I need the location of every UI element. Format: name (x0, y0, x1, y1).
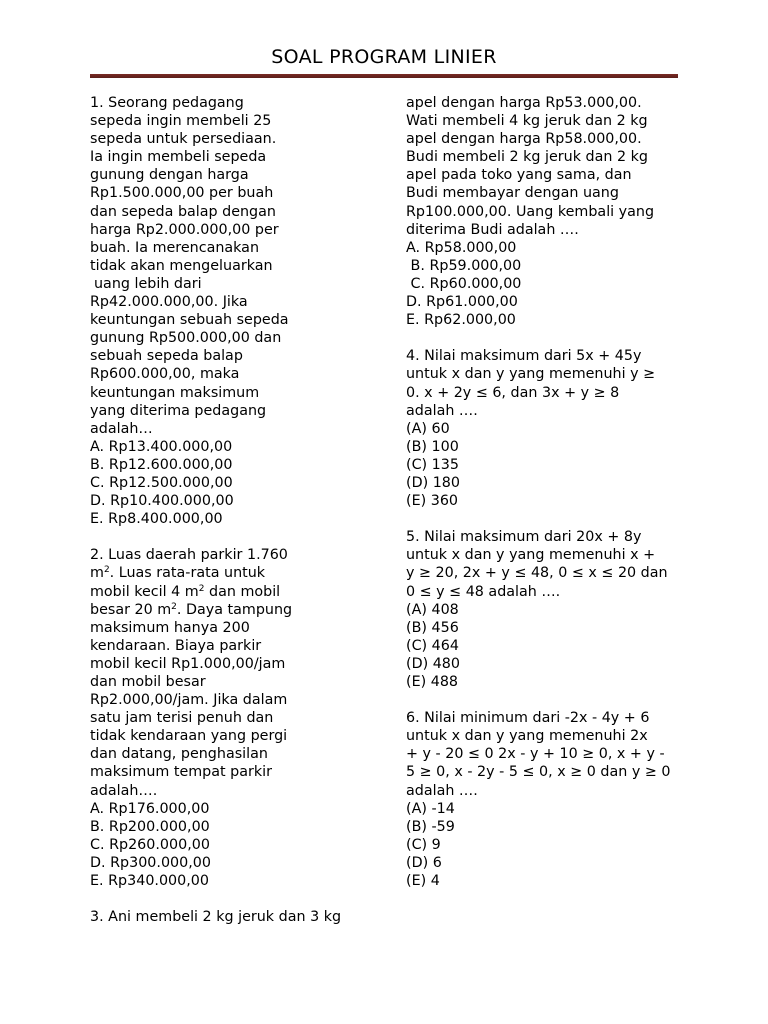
question-6 (406, 709, 678, 890)
question-text-line: apel dengan harga Rp53.000,00. (406, 95, 642, 111)
question-text: . Daya tampung (176, 601, 293, 618)
question-5 (406, 528, 678, 691)
question-text-line: Rp100.000,00. Uang kembali yang (406, 203, 655, 220)
question-1 (90, 94, 380, 528)
answer-option: (A) -14 (406, 800, 455, 817)
answer-option: D. Rp10.400.000,00 (90, 493, 234, 510)
question-2 (90, 546, 380, 890)
question-text-line: Budi membayar dengan uang (406, 185, 619, 202)
superscript: 2 (198, 583, 205, 594)
question-4 (406, 347, 678, 510)
spacer (406, 691, 678, 709)
question-text-line: 3. Ani membeli 2 kg jeruk dan 3 kg (90, 909, 342, 926)
answer-option: (B) 456 (406, 619, 459, 636)
question-text-line: yang diterima pedagang (90, 402, 267, 419)
question-text-line: Rp600.000,00, maka (90, 366, 240, 383)
question-text-line: gunung Rp500.000,00 dan (90, 330, 282, 347)
answer-option: (E) 360 (406, 493, 459, 510)
question-text: dan mobil (204, 583, 281, 600)
spacer (90, 528, 380, 546)
question-text-line: diterima Budi adalah …. (406, 221, 579, 238)
answer-option: B. Rp59.000,00 (406, 257, 522, 274)
question-text-line: Budi membeli 2 kg jeruk dan 2 kg (406, 149, 648, 166)
answer-option: (C) 135 (406, 456, 459, 473)
answer-option: (B) -59 (406, 818, 455, 835)
question-text-line: uang lebih dari (94, 275, 202, 292)
question-text-line: 5 ≥ 0, x - 2y - 5 ≤ 0, x ≥ 0 dan y ≥ 0 (406, 764, 671, 781)
question-text-line: 0 ≤ y ≤ 48 adalah …. (406, 583, 561, 600)
answer-option: (E) 4 (406, 873, 440, 890)
answer-option: E. Rp8.400.000,00 (90, 511, 223, 528)
right-column (406, 94, 678, 890)
left-column (90, 94, 380, 926)
answer-option: (B) 100 (406, 438, 459, 455)
answer-option: (E) 488 (406, 674, 459, 690)
answer-option: (D) 6 (406, 854, 442, 871)
answer-option: D. Rp300.000,00 (90, 854, 211, 871)
document-title: SOAL PROGRAM LINIER (271, 46, 497, 68)
question-text-line: apel pada toko yang sama, dan (406, 167, 632, 184)
question-text-line: untuk x dan y yang memenuhi 2x (406, 728, 648, 745)
question-text-line: adalah…. (90, 782, 158, 799)
question-3-start (90, 908, 380, 926)
unit-text: m (90, 565, 104, 582)
question-text-line: keuntungan sebuah sepeda (90, 312, 289, 329)
answer-option: B. Rp200.000,00 (90, 818, 210, 835)
superscript: 2 (171, 601, 177, 612)
question-text-line: sepeda untuk persediaan. (90, 131, 277, 148)
question-text-line: sepeda ingin membeli 25 (90, 113, 272, 130)
question-text: besar 20 m (90, 601, 172, 618)
question-text-line: adalah …. (406, 782, 478, 799)
answer-option: (C) 464 (406, 637, 459, 654)
question-text-line: 0. x + 2y ≤ 6, dan 3x + y ≥ 8 (406, 384, 620, 401)
title-divider (90, 74, 678, 78)
question-text-line: dan sepeda balap dengan (90, 203, 276, 220)
spacer (90, 890, 380, 908)
answer-option: A. Rp58.000,00 (406, 239, 517, 256)
answer-option: A. Rp176.000,00 (90, 800, 210, 817)
question-text-line: 5. Nilai maksimum dari 20x + 8y (406, 529, 642, 546)
question-text-line: mobil kecil Rp1.000,00/jam (90, 655, 286, 672)
question-text-line: untuk x dan y yang memenuhi x + (406, 547, 656, 564)
question-text-line: 6. Nilai minimum dari -2x - 4y + 6 (406, 710, 650, 727)
question-text-line (90, 583, 380, 601)
question-text-line: 2. Luas daerah parkir 1.760 (90, 547, 288, 564)
spacer (406, 510, 678, 528)
question-text-line (90, 564, 380, 582)
question-text-line: harga Rp2.000.000,00 per (90, 221, 279, 238)
question-text-line: maksimum hanya 200 (90, 619, 250, 636)
question-text-line: gunung dengan harga (90, 167, 249, 184)
question-text-line: keuntungan maksimum (90, 384, 260, 401)
question-text-line: + y - 20 ≤ 0 2x - y + 10 ≥ 0, x + y - (406, 746, 665, 763)
question-text-line: sebuah sepeda balap (90, 348, 243, 365)
question-text: mobil kecil 4 m (90, 583, 199, 600)
question-text-line: satu jam terisi penuh dan (90, 710, 274, 727)
question-text-line (90, 601, 380, 619)
question-text-line: tidak kendaraan yang pergi (90, 728, 288, 745)
question-text-line: 1. Seorang pedagang (90, 95, 244, 111)
question-text-line: adalah …. (406, 402, 478, 419)
question-3-continued (406, 94, 678, 329)
question-text-line: tidak akan mengeluarkan (90, 257, 273, 274)
question-text-line: dan datang, penghasilan (90, 746, 268, 763)
answer-option: (C) 9 (406, 836, 441, 853)
answer-option: C. Rp60.000,00 (406, 275, 522, 292)
spacer (406, 329, 678, 347)
question-text-line: apel dengan harga Rp58.000,00. (406, 131, 642, 148)
answer-option: (D) 480 (406, 655, 460, 672)
question-text-line: Ia ingin membeli sepeda (90, 149, 267, 166)
question-text-line: Rp2.000,00/jam. Jika dalam (90, 692, 288, 709)
answer-option: C. Rp12.500.000,00 (90, 474, 233, 491)
question-text-line: adalah… (90, 420, 153, 437)
question-text-line: kendaraan. Biaya parkir (90, 637, 262, 654)
answer-option: A. Rp13.400.000,00 (90, 438, 233, 455)
superscript: 2 (103, 565, 110, 576)
answer-option: D. Rp61.000,00 (406, 294, 518, 311)
answer-option: (A) 408 (406, 601, 459, 618)
answer-option: E. Rp340.000,00 (90, 873, 209, 890)
question-text: . Luas rata-rata untuk (109, 565, 266, 582)
question-text-line: Rp1.500.000,00 per buah (90, 185, 274, 202)
question-text-line: buah. Ia merencanakan (90, 239, 260, 256)
question-text-line: Wati membeli 4 kg jeruk dan 2 kg (406, 113, 648, 130)
answer-option: C. Rp260.000,00 (90, 836, 210, 853)
answer-option: B. Rp12.600.000,00 (90, 456, 233, 473)
question-text-line: dan mobil besar (90, 674, 206, 690)
question-text-line: untuk x dan y yang memenuhi y ≥ (406, 366, 656, 383)
answer-option: E. Rp62.000,00 (406, 312, 516, 329)
question-text-line: maksimum tempat parkir (90, 764, 273, 781)
answer-option: (D) 180 (406, 474, 460, 491)
question-text-line: y ≥ 20, 2x + y ≤ 48, 0 ≤ x ≤ 20 dan (406, 565, 668, 582)
question-text-line: 4. Nilai maksimum dari 5x + 45y (406, 348, 642, 365)
question-text-line: Rp42.000.000,00. Jika (90, 294, 248, 311)
answer-option: (A) 60 (406, 420, 450, 437)
